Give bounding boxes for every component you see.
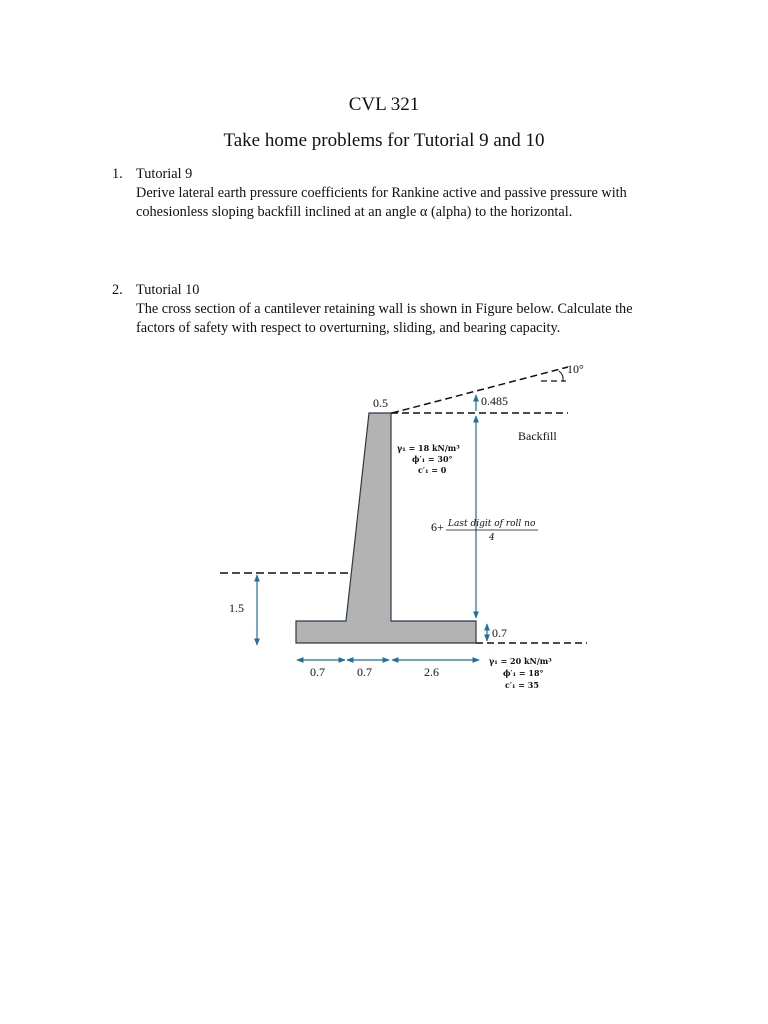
base-thickness-label: 0.7 [492,626,507,640]
problem-1-text: Derive lateral earth pressure coefficients for Rankine active and passive pressure with cohesionless sloping backfill inclined at an angle α (alpha) to the horizontal. [136,185,627,220]
height-prefix: 6+ [431,520,444,534]
foundation-cohesion: c′₁ = 35 [505,680,539,690]
height-denominator: 4 [489,533,495,543]
stem-width-label: 0.7 [357,665,372,679]
rise-label: 0.485 [481,394,508,408]
top-width-label: 0.5 [373,396,388,410]
backfill-label: Backfill [518,429,557,443]
front-depth-label: 1.5 [229,601,244,615]
slope-angle-arc [559,371,563,381]
height-numerator: Last digit of roll no [448,519,536,529]
heel-label: 2.6 [424,665,439,679]
problem-2-text: The cross section of a cantilever retaining wall is shown in Figure below. Calculate the factors of safety with respect to overturning, sliding, and bearing capacity. [136,301,633,336]
problem-2-title: Tutorial 10 [136,282,200,298]
toe-label: 0.7 [310,665,325,679]
foundation-friction-angle: ϕ′₁ = 18° [503,668,544,678]
foundation-unit-weight: γ₁ = 20 kN/m³ [489,656,552,666]
sloping-backfill-line [392,367,568,413]
problem-1-number: 1. [112,166,123,182]
course-code: CVL 321 [348,94,420,115]
backfill-cohesion: c′₁ = 0 [418,465,447,475]
problem-1-title: Tutorial 9 [136,166,193,182]
problem-2-number: 2. [112,282,123,298]
slope-angle-label: 10° [567,362,584,376]
page-title: Take home problems for Tutorial 9 and 10 [223,130,545,151]
backfill-unit-weight: γ₁ = 18 kN/m³ [397,443,460,453]
backfill-friction-angle: ϕ′₁ = 30° [412,454,453,464]
